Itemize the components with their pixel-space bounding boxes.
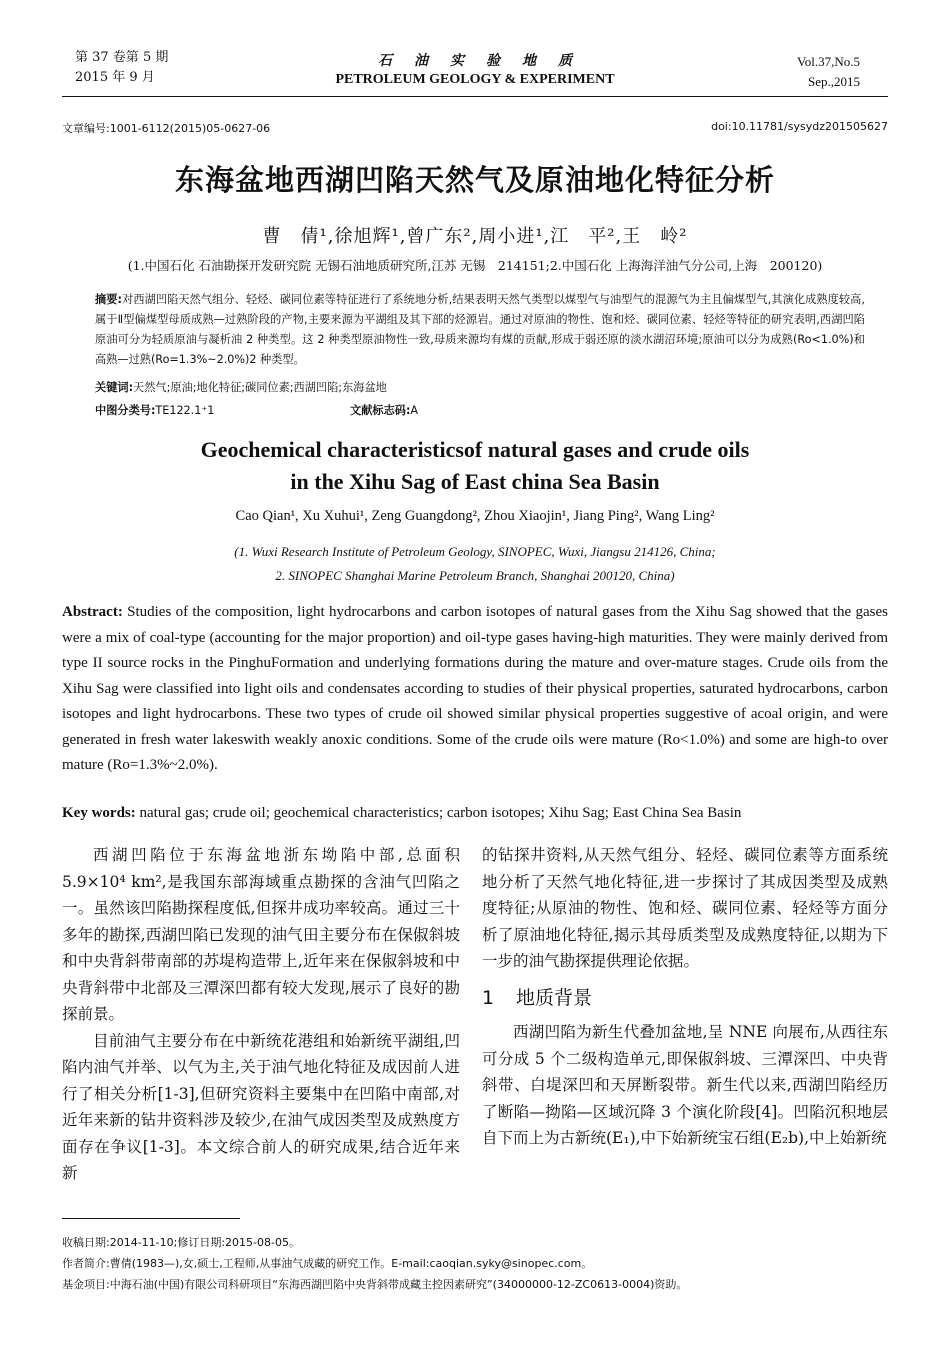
- clc-text: TE122.1⁺1: [155, 404, 215, 417]
- section-heading: [482, 985, 888, 1012]
- body-paragraph: 西湖凹陷位于东海盆地浙东坳陷中部,总面积 5.9×10⁴ km²,是我国东部海域重点勘探的含油气凹陷之一。虽然该凹陷勘探程度低,但探井成功率较高。通过三十多年的勘探,西湖凹陷已发现的油气田主要分布在保俶斜坡和中央背斜带南部的苏堤构造带上,近年来在保俶斜坡和中央背斜带中北部及三潭深凹都有较大发现,展示了良好的勘探前景。: [62, 846, 460, 1023]
- keywords-en: [62, 805, 741, 822]
- header-rule: [62, 96, 888, 97]
- volume-issue-cn: 第 37 卷第 5 期: [75, 50, 169, 65]
- body-left-column: [62, 842, 460, 1187]
- footnote-author: 作者简介:曹倩(1983—),女,硕士,工程师,从事油气成藏的研究工作。E-mail:caoqian.syky@sinopec.com。: [62, 1257, 593, 1270]
- journal-name-en: PETROLEUM GEOLOGY & EXPERIMENT: [335, 72, 615, 87]
- authors-en: Cao Qian¹, Xu Xuhui¹, Zeng Guangdong², Zhou Xiaojin¹, Jiang Ping², Wang Ling²: [235, 508, 715, 524]
- page-title-cn: 东海盆地西湖凹陷天然气及原油地化特征分析: [174, 163, 775, 197]
- date-cn: 2015 年 9 月: [75, 70, 155, 85]
- header-right: [797, 52, 860, 92]
- doc-code-label: 文献标志码:: [350, 404, 411, 417]
- keywords-en-label: Key words:: [62, 805, 136, 821]
- doi: doi:10.11781/sysydz201505627: [711, 120, 888, 133]
- volume-issue-en: Vol.37,No.5: [797, 54, 860, 69]
- footnotes: [62, 1232, 888, 1295]
- abstract-en: [62, 600, 888, 779]
- keywords-cn-label: 关键词:: [95, 381, 134, 394]
- keywords-en-text: natural gas; crude oil; geochemical characteristics; carbon isotopes; Xihu Sag; East China Sea Basin: [139, 805, 742, 821]
- article-number: 文章编号:1001-6112(2015)05-0627-06: [62, 122, 271, 135]
- document-code: [350, 402, 418, 418]
- section-title: 地质背景: [516, 986, 593, 1009]
- section-number: 1: [482, 986, 495, 1009]
- abstract-en-text: Studies of the composition, light hydrocarbons and carbon isotopes of natural gases from the Xihu Sag showed that the gases were a mix of coal-type (accounting for the major proportion) and oil-type gases having-high maturities. They were mainly derived from type II source rocks in the PinghuFormation and underlying formations during the mature and over-mature stages. Crude oils from the Xihu Sag were classified into light oils and condensates according to studies of their physical properties, saturated hydrocarbons, carbon isotopes and light hydrocarbons. These two types of crude oil showed similar physical properties suggestive of acoal origin, and were generated in fresh water lakeswith weakly anoxic conditions. Some of the crude oils were mature (Ro<1.0%) and some are high-to over mature (Ro=1.3%~2.0%).: [62, 604, 888, 773]
- body-paragraph: 的钻探井资料,从天然气组分、轻烃、碳同位素等方面系统地分析了天然气地化特征,进一步探讨了其成因类型及成熟度特征;从原油的物性、饱和烃、碳同位素、轻烃等方面分析了原油地化特征,揭示其母质类型及成熟度特征,以期为下一步的油气勘探提供理论依据。: [482, 846, 888, 970]
- doc-code-text: A: [410, 404, 419, 417]
- date-en: Sep.,2015: [808, 74, 860, 89]
- abstract-cn: [95, 290, 865, 370]
- body-paragraph: 西湖凹陷为新生代叠加盆地,呈 NNE 向展布,从西往东可分成 5 个二级构造单元,即保俶斜坡、三潭深凹、中央背斜带、白堤深凹和天屏断裂带。新生代以来,西湖凹陷经历了断陷—拗陷—区域沉降 3 个演化阶段[4]。凹陷沉积地层自下而上为古新统(E₁),中下始新统宝石组(E₂b),中上始新统: [482, 1023, 888, 1147]
- footnote-rule: [62, 1218, 240, 1219]
- journal-name-cn: 石油实验地质: [378, 53, 594, 69]
- abstract-en-label: Abstract:: [62, 604, 123, 620]
- title-en-line2: in the Xihu Sag of East china Sea Basin: [290, 469, 660, 494]
- keywords-cn-text: 天然气;原油;地化特征;碳同位素;西湖凹陷;东海盆地: [133, 381, 387, 394]
- clc-label: 中图分类号:: [95, 404, 156, 417]
- abstract-cn-label: 摘要:: [95, 293, 122, 306]
- affiliations-en: [0, 540, 950, 588]
- affil-en-line2: 2. SINOPEC Shanghai Marine Petroleum Branch, Shanghai 200120, China): [275, 568, 675, 583]
- footnote-received: 收稿日期:2014-11-10;修订日期:2015-08-05。: [62, 1236, 300, 1249]
- title-en-line1: Geochemical characteristicsof natural gases and crude oils: [200, 437, 750, 462]
- footnote-fund: 基金项目:中海石油(中国)有限公司科研项目“东海西湖凹陷中央背斜带成藏主控因素研究”(34000000-12-ZC0613-0004)资助。: [62, 1278, 688, 1291]
- page-title-en: [0, 434, 950, 498]
- body-right-column: [482, 842, 888, 1152]
- affil-en-line1: (1. Wuxi Research Institute of Petroleum Geology, SINOPEC, Wuxi, Jiangsu 214126, China;: [234, 544, 716, 559]
- clc-number: [95, 402, 214, 418]
- authors-cn: 曹 倩¹,徐旭辉¹,曾广东²,周小进¹,江 平²,王 岭²: [262, 226, 688, 247]
- affiliations-cn: (1.中国石化 石油勘探开发研究院 无锡石油地质研究所,江苏 无锡 214151;2.中国石化 上海海洋油气分公司,上海 200120): [127, 258, 823, 273]
- abstract-cn-text: 对西湖凹陷天然气组分、轻烃、碳同位素等特征进行了系统地分析,结果表明天然气类型以煤型气与油型气的混源气为主且偏煤型气,其演化成熟度较高,属于Ⅱ型偏煤型母质成熟—过熟阶段的产物,主要来源为平湖组及其下部的烃源岩。通过对原油的物性、饱和烃、碳同位素、轻烃等特征的研究表明,西湖凹陷原油可分为轻质原油与凝析油 2 种类型。这 2 种类型原油物性一致,母质来源均有煤的贡献,形成于弱还原的淡水湖沼环境;原油可以分为成熟(Ro<1.0%)和高熟—过熟(Ro=1.3%~2.0%)2 种类型。: [95, 293, 865, 366]
- body-paragraph: 目前油气主要分布在中新统花港组和始新统平湖组,凹陷内油气并举、以气为主,关于油气地化特征及成因前人进行了相关分析[1-3],但研究资料主要集中在凹陷中南部,对近年来新的钻井资料涉及较少,在油气成因类型及成熟度方面存在争议[1-3]。本文综合前人的研究成果,结合近年来新: [62, 1031, 460, 1182]
- keywords-cn: [95, 379, 387, 395]
